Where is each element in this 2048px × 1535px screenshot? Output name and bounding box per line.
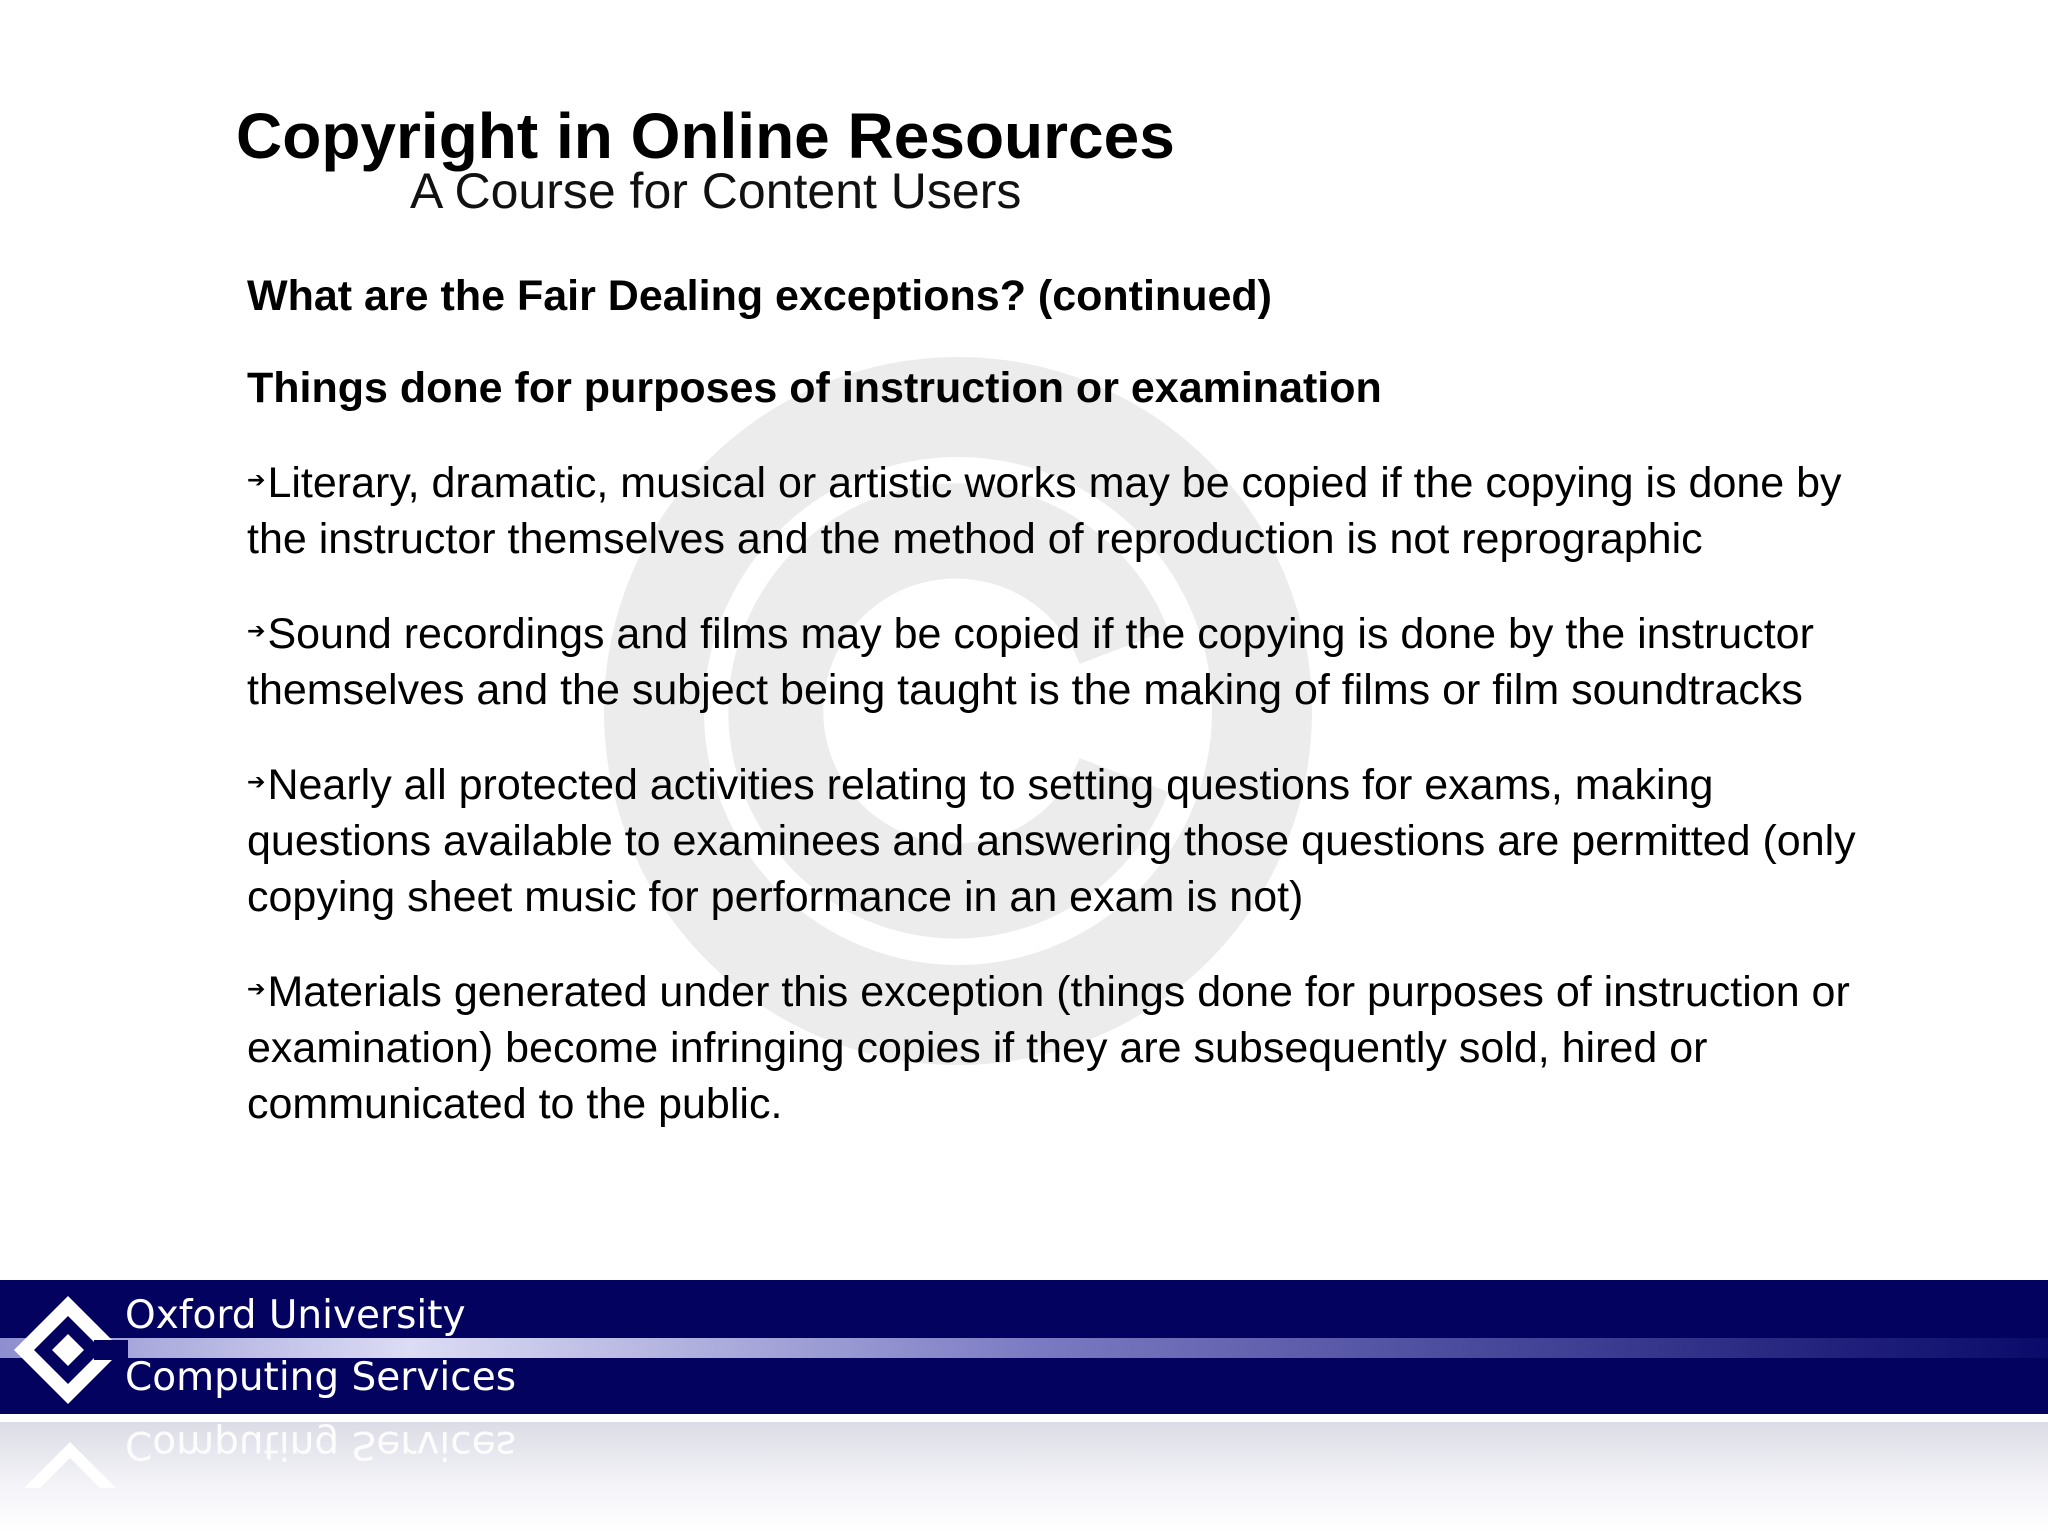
arrow-right-icon: ➔ [247,976,266,1001]
bullet-item [247,452,1887,567]
bullet-text: Materials generated under this exception (things done for purposes of instruction or examination) become infringing copies if they are subsequently sold, hired or communicated to the public. [247,968,1850,1128]
org-name-line-1: Oxford University [125,1293,466,1338]
bullet-text: Nearly all protected activities relating to setting questions for exams, making questions available to examinees and answering those questions are permitted (only copying sheet music for performance in an exam is not) [247,761,1856,921]
bullet-item [247,961,1887,1132]
slide-content [247,268,1887,1168]
bullet-item [247,603,1887,718]
arrow-right-icon: ➔ [247,769,266,794]
footer-reflection-text: Computing Services [125,1422,517,1467]
org-name-line-2: Computing Services [125,1355,517,1400]
arrow-right-icon: ➔ [247,467,266,492]
bullet-text: Literary, dramatic, musical or artistic works may be copied if the copying is done by the instructor themselves and the method of reproduction is not reprographic [247,459,1842,563]
bullet-item [247,754,1887,925]
slide-subtitle: A Course for Content Users [410,163,1022,219]
logo-reflection-icon [20,1440,120,1490]
section-heading: What are the Fair Dealing exceptions? (continued) [247,272,1272,320]
oucs-diamond-logo-icon [8,1290,128,1410]
arrow-right-icon: ➔ [247,618,266,643]
bullet-text: Sound recordings and films may be copied if the copying is done by the instructor themselves and the subject being taught is the making of films or film soundtracks [247,610,1814,714]
slide-title: Copyright in Online Resources [236,100,1175,172]
footer-banner [0,1280,2048,1414]
section-subheading: Things done for purposes of instruction or examination [247,364,1382,412]
